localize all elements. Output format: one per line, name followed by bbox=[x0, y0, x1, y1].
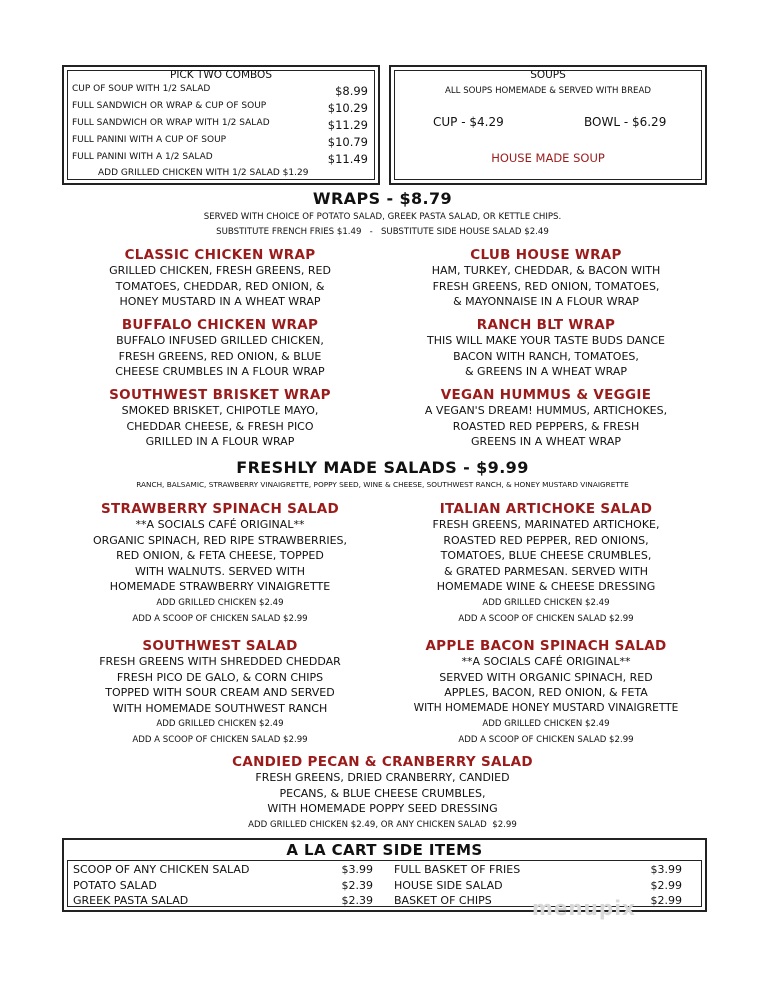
item-desc: WITH HOMEMADE HONEY MUSTARD VINAIGRETTE bbox=[413, 701, 679, 714]
item-desc: WITH WALNUTS. SERVED WITH bbox=[134, 564, 306, 578]
item-desc: GRILLED CHICKEN, FRESH GREENS, RED bbox=[109, 264, 331, 277]
soups-subtitle: ALL SOUPS HOMEMADE & SERVED WITH BREAD bbox=[445, 86, 651, 96]
item-name: CANDIED PECAN & CRANBERRY SALAD bbox=[232, 754, 533, 770]
item-desc: CHEESE CRUMBLES IN A FLOUR WRAP bbox=[115, 365, 325, 378]
item-desc: GREENS IN A WHEAT WRAP bbox=[471, 435, 621, 448]
soups-box bbox=[389, 65, 707, 185]
item-desc: A VEGAN'S DREAM! HUMMUS, ARTICHOKES, bbox=[424, 404, 668, 417]
combos-note: ADD GRILLED CHICKEN WITH 1/2 SALAD $1.29 bbox=[98, 168, 309, 178]
watermark: menupix bbox=[532, 896, 636, 920]
side-item: POTATO SALAD $2.39 bbox=[73, 879, 373, 892]
item-desc: HOMEMADE WINE & CHEESE DRESSING bbox=[436, 580, 656, 593]
combos-box bbox=[62, 65, 380, 185]
item-desc: TOMATOES, BLUE CHEESE CRUMBLES, bbox=[440, 549, 652, 562]
salads-title: FRESHLY MADE SALADS - $9.99 bbox=[236, 458, 529, 477]
item-addon: ADD GRILLED CHICKEN $2.49 bbox=[156, 719, 284, 729]
item-desc: FRESH PICO DE GALO, & CORN CHIPS bbox=[116, 670, 324, 684]
item-desc: ROASTED RED PEPPERS, & FRESH bbox=[452, 419, 640, 433]
salad-item bbox=[0, 754, 765, 833]
wrap-item bbox=[385, 247, 707, 310]
wraps-note-1: SERVED WITH CHOICE OF POTATO SALAD, GREEK PASTA SALAD, OR KETTLE CHIPS. bbox=[203, 212, 562, 222]
item-desc: PECANS, & BLUE CHEESE CRUMBLES, bbox=[279, 786, 486, 800]
salad-item bbox=[60, 501, 380, 627]
combo-row: FULL SANDWICH OR WRAP & CUP OF SOUP $10.29 bbox=[72, 101, 368, 115]
wrap-item bbox=[60, 387, 380, 450]
item-addon: ADD GRILLED CHICKEN $2.49 bbox=[156, 597, 284, 608]
side-item: BASKET OF CHIPS $2.99 bbox=[394, 894, 682, 907]
item-desc: WITH HOMEMADE SOUTHWEST RANCH bbox=[112, 701, 328, 715]
item-addon: ADD A SCOOP OF CHICKEN SALAD $2.99 bbox=[132, 735, 308, 745]
combo-row: FULL PANINI WITH A CUP OF SOUP $10.79 bbox=[72, 135, 368, 149]
combos-title: PICK TWO COMBOS bbox=[170, 69, 272, 81]
item-desc: HAM, TURKEY, CHEDDAR, & BACON WITH bbox=[431, 264, 661, 277]
salad-item bbox=[60, 638, 380, 748]
item-desc: TOPPED WITH SOUR CREAM AND SERVED bbox=[105, 686, 335, 699]
salad-item bbox=[385, 501, 707, 627]
item-desc: SERVED WITH ORGANIC SPINACH, RED bbox=[439, 670, 653, 684]
wraps-note-2: SUBSTITUTE FRENCH FRIES $1.49 - SUBSTITUTE SIDE HOUSE SALAD $2.49 bbox=[216, 227, 549, 237]
item-desc: & GREENS IN A WHEAT WRAP bbox=[464, 365, 628, 378]
item-desc: GRILLED IN A FLOUR WRAP bbox=[145, 435, 295, 448]
item-addon: ADD A SCOOP OF CHICKEN SALAD $2.99 bbox=[458, 613, 634, 624]
wrap-item bbox=[60, 247, 380, 310]
side-item: FULL BASKET OF FRIES $3.99 bbox=[394, 863, 682, 876]
item-addon: ADD GRILLED CHICKEN $2.49, OR ANY CHICKEN SALAD $2.99 bbox=[248, 819, 517, 830]
soups-title: SOUPS bbox=[530, 69, 566, 81]
combo-row: FULL PANINI WITH A 1/2 SALAD $11.49 bbox=[72, 152, 368, 166]
item-name: SOUTHWEST SALAD bbox=[142, 638, 298, 654]
item-desc: RED ONION, & FETA CHEESE, TOPPED bbox=[116, 549, 324, 562]
house-made-soup: HOUSE MADE SOUP bbox=[491, 151, 605, 165]
item-addon: ADD A SCOOP OF CHICKEN SALAD $2.99 bbox=[458, 735, 634, 745]
salad-item bbox=[385, 638, 707, 748]
item-desc: & GRATED PARMESAN. SERVED WITH bbox=[443, 564, 649, 578]
item-name: SOUTHWEST BRISKET WRAP bbox=[109, 387, 331, 403]
item-desc: HOMEMADE STRAWBERRY VINAIGRETTE bbox=[109, 580, 331, 593]
item-addon: ADD GRILLED CHICKEN $2.49 bbox=[482, 597, 610, 608]
item-desc: BACON WITH RANCH, TOMATOES, bbox=[453, 349, 639, 363]
item-desc: WITH HOMEMADE POPPY SEED DRESSING bbox=[267, 802, 498, 815]
item-desc: BUFFALO INFUSED GRILLED CHICKEN, bbox=[116, 334, 324, 347]
wrap-item bbox=[385, 317, 707, 380]
item-name: BUFFALO CHICKEN WRAP bbox=[121, 317, 319, 333]
item-name: CLUB HOUSE WRAP bbox=[470, 247, 622, 263]
soup-cup-price: CUP - $4.29 bbox=[433, 115, 504, 129]
combo-row: CUP OF SOUP WITH 1/2 SALAD $8.99 bbox=[72, 84, 368, 98]
wrap-item bbox=[60, 317, 380, 380]
side-item: GREEK PASTA SALAD $2.39 bbox=[73, 894, 373, 907]
item-desc: FRESH GREENS, DRIED CRANBERRY, CANDIED bbox=[255, 771, 510, 784]
item-desc: & MAYONNAISE IN A FLOUR WRAP bbox=[453, 295, 639, 308]
item-desc: **A SOCIALS CAFÉ ORIGINAL** bbox=[135, 518, 305, 531]
wraps-title: WRAPS - $8.79 bbox=[312, 189, 453, 208]
item-desc: FRESH GREENS WITH SHREDDED CHEDDAR bbox=[99, 655, 341, 668]
wrap-item bbox=[385, 387, 707, 450]
item-desc: SMOKED BRISKET, CHIPOTLE MAYO, bbox=[121, 404, 319, 417]
side-item: SCOOP OF ANY CHICKEN SALAD $3.99 bbox=[73, 863, 373, 876]
item-desc: HONEY MUSTARD IN A WHEAT WRAP bbox=[119, 295, 321, 308]
salads-dressings: RANCH, BALSAMIC, STRAWBERRY VINAIGRETTE, POPPY SEED, WINE & CHEESE, SOUTHWEST RANCH, & HONEY MUSTARD VINAIGRETTE bbox=[136, 480, 629, 489]
item-desc: CHEDDAR CHEESE, & FRESH PICO bbox=[126, 419, 314, 433]
item-name: ITALIAN ARTICHOKE SALAD bbox=[439, 501, 653, 517]
item-desc: TOMATOES, CHEDDAR, RED ONION, & bbox=[115, 279, 325, 293]
combo-row: FULL SANDWICH OR WRAP WITH 1/2 SALAD $11.29 bbox=[72, 118, 368, 132]
item-name: VEGAN HUMMUS & VEGGIE bbox=[440, 387, 652, 403]
item-desc: **A SOCIALS CAFÉ ORIGINAL** bbox=[461, 655, 631, 668]
item-desc: APPLES, BACON, RED ONION, & FETA bbox=[444, 686, 648, 699]
item-addon: ADD A SCOOP OF CHICKEN SALAD $2.99 bbox=[132, 613, 308, 624]
item-name: CLASSIC CHICKEN WRAP bbox=[124, 247, 316, 263]
item-desc: THIS WILL MAKE YOUR TASTE BUDS DANCE bbox=[427, 334, 665, 347]
soup-bowl-price: BOWL - $6.29 bbox=[584, 115, 667, 129]
item-name: RANCH BLT WRAP bbox=[476, 317, 616, 333]
item-addon: ADD GRILLED CHICKEN $2.49 bbox=[482, 719, 610, 729]
item-name: STRAWBERRY SPINACH SALAD bbox=[100, 501, 340, 517]
item-desc: FRESH GREENS, RED ONION, TOMATOES, bbox=[432, 279, 660, 293]
item-desc: FRESH GREENS, RED ONION, & BLUE bbox=[118, 349, 322, 363]
sides-title: A LA CART SIDE ITEMS bbox=[286, 841, 483, 859]
item-name: APPLE BACON SPINACH SALAD bbox=[425, 638, 667, 654]
side-item: HOUSE SIDE SALAD $2.99 bbox=[394, 879, 682, 892]
item-desc: FRESH GREENS, MARINATED ARTICHOKE, bbox=[432, 518, 660, 531]
item-desc: ORGANIC SPINACH, RED RIPE STRAWBERRIES, bbox=[92, 533, 348, 547]
item-desc: ROASTED RED PEPPER, RED ONIONS, bbox=[443, 533, 649, 547]
